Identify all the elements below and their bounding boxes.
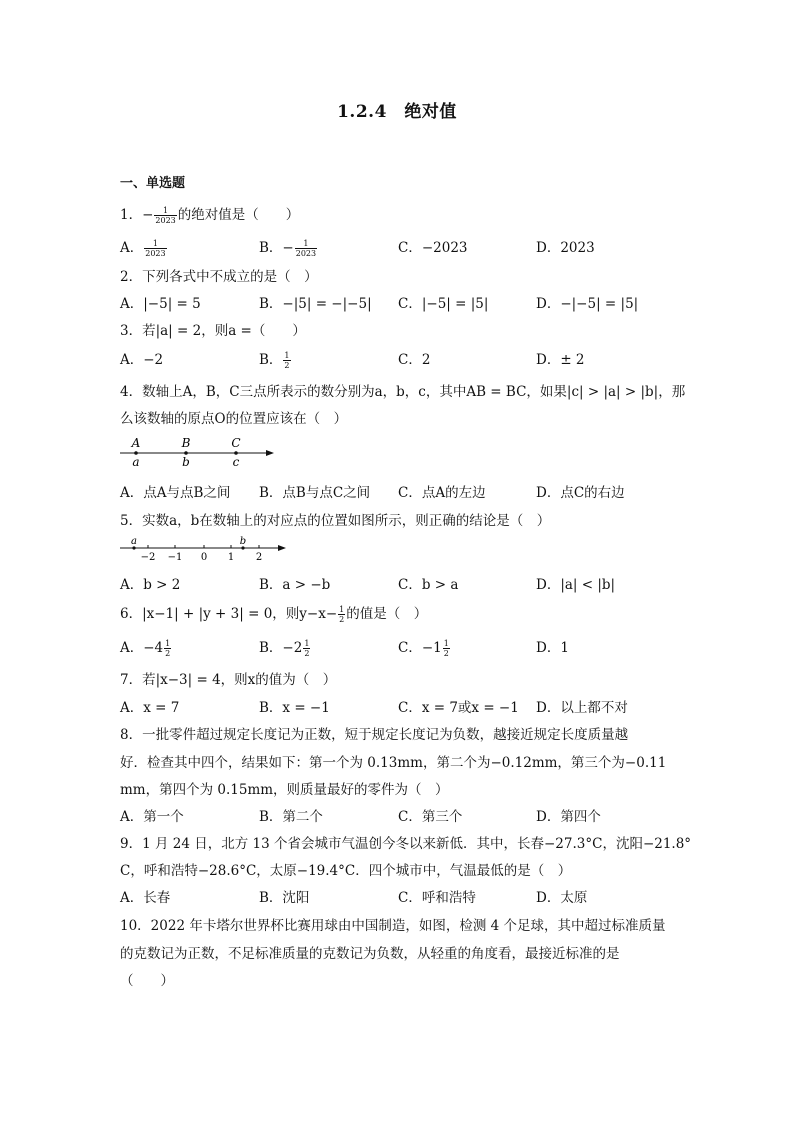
q1-b-num: 1 [295, 239, 317, 249]
q9-option-a[interactable]: A．长春 [120, 890, 171, 906]
q8-option-c[interactable]: C．第三个 [398, 809, 463, 825]
q3-b-label: B． [259, 352, 283, 368]
q7-option-d[interactable]: D．以上都不对 [536, 700, 628, 716]
q4-label-A: A [131, 436, 141, 450]
q9-option-c[interactable]: C．呼和浩特 [398, 890, 476, 906]
question-8-options [120, 805, 680, 825]
q3-option-d[interactable]: D．± 2 [536, 352, 585, 368]
q6-a-label: A．−4 [120, 640, 164, 656]
question-4-options [120, 481, 680, 501]
q8-option-a[interactable]: A．第一个 [120, 809, 184, 825]
question-10-line-1: 10．2022 年卡塔尔世界杯比赛用球由中国制造，如图，检测 4 个足球，其中超过标准质量 [120, 918, 666, 934]
q1-prefix: 1．− [120, 207, 154, 223]
question-10-line-3: （ ） [120, 973, 174, 989]
q6-b-fraction [303, 639, 310, 658]
q4-option-b[interactable]: B．点B与点C之间 [259, 485, 371, 501]
q5-number-line [118, 534, 298, 566]
q2-option-a[interactable]: A．|−5| = 5 [120, 296, 201, 312]
q6-b-den: 2 [304, 649, 310, 658]
question-6-stem [120, 602, 427, 624]
q9-option-d[interactable]: D．太原 [536, 890, 588, 906]
question-4-line-2: 么该数轴的原点O的位置应该在（ ） [120, 411, 348, 427]
q7-option-a[interactable]: A．x = 7 [120, 700, 180, 716]
question-10-line-2: 的克数记为正数，不足标准质量的克数记为负数，从轻重的角度看，最接近标准的是 [120, 946, 620, 962]
q4-option-a[interactable]: A．点A与点B之间 [120, 485, 231, 501]
q5-option-a[interactable]: A．b > 2 [120, 577, 181, 593]
q6-suffix: 的值是（ ） [346, 606, 428, 622]
question-1-stem [120, 203, 299, 225]
q6-a-num: 1 [165, 639, 171, 648]
question-3-stem: 3．若|a| = 2，则a =（ ） [120, 323, 306, 339]
q6-frac-num: 1 [339, 605, 345, 614]
question-2-stem: 2．下列各式中不成立的是（ ） [120, 269, 318, 285]
q1-frac-num: 1 [154, 206, 176, 216]
q1-frac-den: 2023 [155, 216, 176, 225]
question-7-options [120, 696, 680, 716]
q1-option-c[interactable]: C．−2023 [398, 240, 468, 256]
q4-number-line [118, 432, 288, 472]
question-5-options [120, 573, 680, 593]
q5-tick-label-2: 2 [255, 552, 263, 563]
q6-b-num: 1 [304, 639, 310, 648]
question-4-line-1: 4．数轴上A，B，C三点所表示的数分别为a，b，c，其中AB = BC，如果|c| > |a| > |b|，那 [120, 384, 686, 400]
q1-b-den: 2023 [295, 249, 317, 258]
q1-option-b[interactable] [259, 236, 318, 258]
question-8-line-3: mm，第四个为 0.15mm，则质量最好的零件为（ ） [120, 782, 449, 798]
q8-option-d[interactable]: D．第四个 [536, 809, 601, 825]
q4-label-C: C [231, 436, 241, 450]
q5-tick-label-m2: −2 [140, 552, 156, 563]
q4-option-c[interactable]: C．点A的左边 [398, 485, 486, 501]
q5-option-b[interactable]: B．a > −b [259, 577, 331, 593]
q6-c-num: 1 [443, 639, 449, 648]
question-9-line-1: 9．1 月 24 日，北方 13 个省会城市气温创今冬以来新低．其中，长春−27.3°C，沈阳−21.8° [120, 836, 692, 852]
q2-option-b[interactable]: B．−|5| = −|−5| [259, 296, 372, 312]
question-6-options [120, 636, 680, 656]
q1-a-fraction [144, 239, 166, 258]
q9-option-b[interactable]: B．沈阳 [259, 890, 310, 906]
q6-a-fraction [164, 639, 171, 658]
q7-option-b[interactable]: B．x = −1 [259, 700, 330, 716]
q5-tick-label-0: 0 [200, 552, 208, 563]
q6-fraction [338, 605, 345, 624]
q5-option-d[interactable]: D．|a| < |b| [536, 577, 616, 593]
q3-option-c[interactable]: C．2 [398, 352, 431, 368]
q1-option-d[interactable]: D．2023 [536, 240, 595, 256]
q6-a-den: 2 [165, 649, 171, 658]
q2-option-d[interactable]: D．−|−5| = |5| [536, 296, 639, 312]
q8-option-b[interactable]: B．第二个 [259, 809, 323, 825]
section-heading: 一、单选题 [120, 176, 186, 191]
q3-option-b[interactable] [259, 348, 292, 370]
q4-label-b: b [182, 455, 190, 469]
q1-option-a[interactable] [120, 236, 168, 258]
q6-option-d[interactable]: D．1 [536, 640, 569, 656]
question-3-options [120, 348, 680, 368]
q6-c-fraction [443, 639, 450, 658]
q1-a-den: 2023 [145, 249, 166, 258]
q3-b-den: 2 [284, 361, 290, 370]
q6-prefix: 6．|x−1| + |y + 3| = 0，则y−x− [120, 606, 338, 622]
q1-a-label: A． [120, 240, 144, 256]
q3-b-fraction [283, 351, 290, 370]
q4-label-a: a [132, 455, 140, 469]
question-5-stem: 5．实数a，b在数轴上的对应点的位置如图所示，则正确的结论是（ ） [120, 513, 551, 529]
q5-label-b: b [239, 536, 247, 547]
q6-c-label: C．−1 [398, 640, 442, 656]
q5-option-c[interactable]: C．b > a [398, 577, 459, 593]
question-2-options [120, 292, 680, 312]
q5-tick-label-1: 1 [227, 552, 235, 563]
question-8-line-1: 8．一批零件超过规定长度记为正数，短于规定长度记为负数，越接近规定长度质量越 [120, 727, 629, 743]
q6-option-b[interactable] [259, 636, 311, 658]
q4-label-c: c [232, 455, 240, 469]
question-7-stem: 7．若|x−3| = 4，则x的值为（ ） [120, 672, 337, 688]
q5-label-a: a [131, 536, 137, 547]
q6-c-den: 2 [443, 649, 449, 658]
q1-fraction [154, 206, 176, 225]
q3-b-num: 1 [284, 351, 290, 360]
q4-label-B: B [181, 436, 191, 450]
q1-b-fraction [295, 239, 317, 258]
q4-option-d[interactable]: D．点C的右边 [536, 485, 625, 501]
page-title: 1.2.4 绝对值 [337, 102, 457, 122]
q6-option-c[interactable] [398, 636, 451, 658]
q6-frac-den: 2 [339, 615, 345, 624]
q4-axis-arrow [266, 450, 274, 456]
q5-axis-arrow [278, 545, 286, 551]
q6-b-label: B．−2 [259, 640, 303, 656]
q1-a-num: 1 [144, 239, 166, 249]
question-8-line-2: 好．检查其中四个，结果如下：第一个为 0.13mm，第二个为−0.12mm，第三个为−0.11 [120, 755, 667, 771]
question-1-options [120, 236, 680, 256]
q5-tick-label-m1: −1 [167, 552, 183, 563]
q1-suffix: 的绝对值是（ ） [177, 207, 300, 223]
question-9-line-2: C，呼和浩特−28.6°C，太原−19.4°C．四个城市中，气温最低的是（ ） [120, 863, 572, 879]
q1-b-label: B．− [259, 240, 294, 256]
q3-option-a[interactable]: A．−2 [120, 352, 164, 368]
q2-option-c[interactable]: C．|−5| = |5| [398, 296, 489, 312]
question-9-options [120, 886, 680, 906]
q7-option-c[interactable]: C．x = 7或x = −1 [398, 700, 519, 716]
q6-option-a[interactable] [120, 636, 172, 658]
